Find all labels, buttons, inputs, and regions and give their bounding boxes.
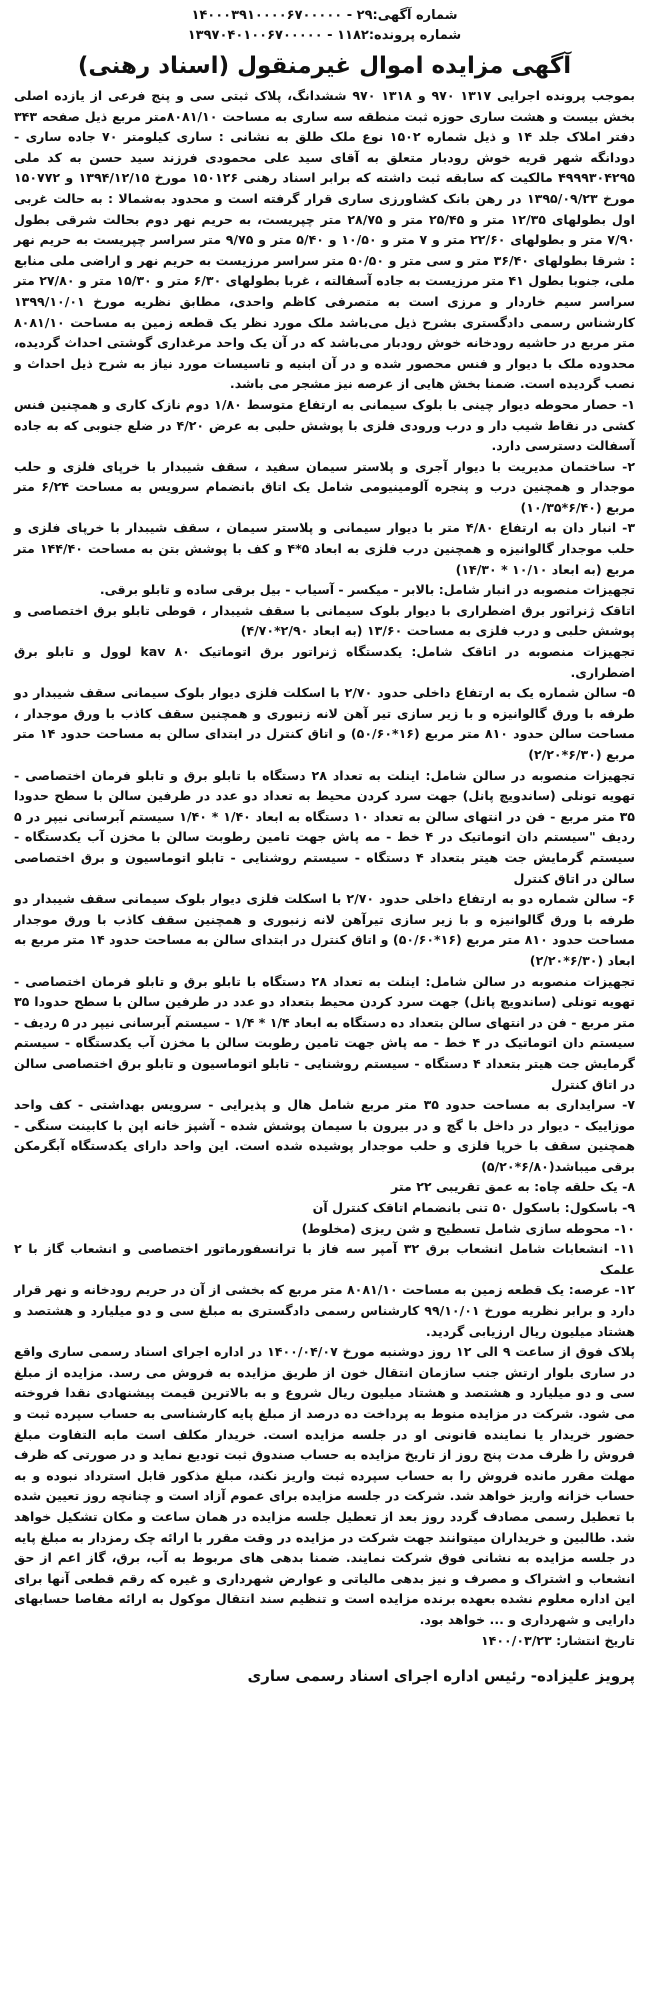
notice-number: شماره آگهی:۲۹ - ۱۴۰۰۰۳۹۱۰۰۰۰۶۷۰۰۰۰۰ [191,8,458,23]
item-11-utilities: ۱۱- انشعابات شامل انشعاب برق ۳۲ آمپر سه فاز با ترانسفورماتور اختصاصی و انشعاب گاز با ۲ علمک [14,1241,635,1277]
file-number: شماره پرونده:۱۱۸۲ - ۱۳۹۷۰۴۰۱۰۰۶۷۰۰۰۰۰ [187,28,462,43]
item-8-well: ۸- یک حلقه چاه: به عمق تقریبی ۲۲ متر [391,1179,635,1195]
warehouse-equipment: تجهیزات منصوبه در انبار شامل: بالابر - میکسر - آسیاب - بیل برقی ساده و تابلو برقی. [99,582,635,598]
notice-body [14,86,635,1651]
publication-date: تاریخ انتشار: ۱۴۰۰/۰۳/۲۳ [480,1632,635,1648]
item-7-caretaker: ۷- سرایداری به مساحت حدود ۳۵ متر مربع شامل هال و پذیرایی - سرویس بهداشتی - کف واحد موزاییک - دیوار در داخل با گچ و در بیرون با سیمان پوشش شده - آشپز خانه اپن با کابینت سنگی - همچنین سقف با خرپا فلزی و حلب موجدار پوشیده شده است. این واحد دارای یکدستگاه آبگرمکن برقی میباشد(۶/۸۰*۵/۲۰) [14,1097,635,1174]
generator-room: اتاقک ژنراتور برق اضطراری با دیوار بلوک سیمانی با سقف شیبدار ، قوطی تابلو برق اختصاصی و پوشش حلبی و درب فلزی به مساحت ۱۳/۶۰ (به ابعاد ۲/۹۰*۴/۷۰) [14,602,635,639]
item-10-yard: ۱۰- محوطه سازی شامل تسطیح و شن ریزی (مخلوط) [301,1220,635,1236]
auction-terms: پلاک فوق از ساعت ۹ الی ۱۲ روز دوشنبه مورخ ۱۴۰۰/۰۴/۰۷ در اداره اجرای اسناد رسمی ساری واقع در ساری بلوار ارتش جنب سازمان انتقال خون از طریق مزایده به فروش می رسد. مزایده از مبلغ سی و دو میلیارد و هشتصد و هشتاد میلیون ریال شروع و به بالاترین قیمت پیشنهادی نقدا فروخته می شود. شرکت در مزایده منوط به پرداخت ده درصد از مبلغ پایه کارشناسی به حساب سپرده ثبت و حضور خریدار یا نماینده قانونی او در جلسه مزایده است. خریدار مکلف است مابه التفاوت مبلغ فروش را ظرف مدت پنج روز از تاریخ مزایده به حساب صندوق ثبت تودیع نماید و در صورتی که ظرف مهلت مقرر مانده فروش را به حساب سپرده ثبت واریز نکند، مبلغ مذکور قابل استرداد نبوده و به حساب خزانه واریز خواهد شد. شرکت در جلسه مزایده برای عموم آزاد است و چنانچه روز تعیین شده با تعطیل رسمی مصادف گردد روز بعد از تعطیل جلسه مزایده در همان ساعت و مکان تشکیل خواهد شد. طالبین و خریداران میتوانند جهت شرکت در مزایده در وقت مقرر با ارائه چک رمزدار به مبلغ پایه در جلسه مزایده به نشانی فوق شرکت نمایند. ضمنا بدهی های مربوط به آب، برق، گاز اعم از حق انشعاب و اشتراک و مصرف و نیز بدهی مالیاتی و عوارض شهرداری و غیره که رقم قطعی آنها برای این اداره معلوم نشده بعهده برنده مزایده است و تنظیم سند انتقال موکول به ارائه مفاصا حسابهای دارایی و شهرداری و ... خواهد بود. [14,1344,635,1627]
signature: پرویز علیزاده- رئیس اداره اجرای اسناد رسمی ساری [247,1667,635,1686]
item-9-scale: ۹- باسکول: باسکول ۵۰ تنی بانضمام اتاقک کنترل آن [312,1200,635,1216]
generator-equipment: تجهیزات منصوبه در اتاقک شامل: یکدستگاه ژنراتور برق اتوماتیک kav ۸۰ لوول و تابلو برق اضطراری. [14,644,635,680]
intro-paragraph: بموجب پرونده اجرایی ۱۳۱۷ ۹۷۰ و ۱۳۱۸ ۹۷۰ ششدانگ، پلاک ثبتی سی و پنج فرعی از یازده اصلی بخش بیست و هشت ساری حوزه ثبت منطقه سه ساری به مساحت ۸۰۸۱/۱۰متر مربع ذیل صفحه ۳۴۳ دفتر املاک جلد ۱۴ و ذیل شماره ۱۵۰۲ نوع ملک طلق به نشانی : ساری کیلومتر ۷۰ جاده ساری - دودانگه شهر قریه خوش رودبار متعلق به آقای سید علی محمودی فرزند سید حسن به کد ملی ۴۹۹۹۳۰۴۲۹۵ مالکیت که سابقه ثبت داشته که برابر اسناد رهنی ۱۵۰۱۲۶ مورخ ۱۳۹۴/۱۲/۱۵ و ۱۵۰۷۷۲ مورخ ۱۳۹۵/۰۹/۲۳ در رهن بانک کشاورزی ساری قرار گرفته است و محدود به‌شمالا : به حالت غربی اول بطولهای ۱۲/۳۵ متر و ۲۵/۴۵ متر و ۲۸/۷۵ متر چپریست، به حریم نهر دوم بحالت شرقی بطول ۷/۹۰ متر و بطولهای ۲۲/۶۰ متر و ۷ متر و ۱۰/۵۰ و ۵/۴۰ متر و ۹/۷۵ متر سراسر چپریست به حریم نهر : شرقا بطولهای ۳۶/۴۰ متر و سی متر و ۵۰/۵۰ متر سراسر مرزیست به حریم نهر و اراضی ملی منابع ملی، جنوبا بطول ۴۱ متر مرزیست به جاده آسفالته ، غربا بطولهای ۶/۳۰ متر و ۱۵/۳۰ متر و ۲۷/۸۰ متر سراسر سیم خاردار و مرزی است به متصرفی کاظم واحدی، مطابق نظریه مورخ ۱۳۹۹/۱۰/۰۱ کارشناس رسمی دادگستری بشرح ذیل می‌باشد ملک مورد نظر یک قطعه زمین به مساحت ۸۰۸۱/۱۰ متر مربع در حاشیه رودخانه خوش رودبار می‌باشد که در آن یک واحد مرغداری گوشتی احداث گردیده، محدوده ملک با دیوار و فنس محصور شده و در آن ابنیه و تاسیسات مورد نیاز به شرح ذیل احداث و نصب گردیده است. ضمنا بخش هایی از عرصه نیز مشجر می باشد. [14,88,636,392]
item-5-hall-one: ۵- سالن شماره یک به ارتفاع داخلی حدود ۲/۷۰ با اسکلت فلزی دیوار بلوک سیمانی سقف شیبدار دو طرفه با ورق گالوانیزه و با زیر سازی تیر آهن لانه زنبوری و همچنین سقف کاذب با ورق موجدار ، مساحت سالن حدود ۸۱۰ متر مربع (۱۶*۵۰/۶۰) و اتاق کنترل در ابتدای سالن به مساحت حدود ۱۴ متر مربع (۶/۳۰*۲/۲۰) [14,685,635,762]
item-3-feed-warehouse: ۳- انبار دان به ارتفاع ۴/۸۰ متر با دیوار سیمانی و پلاستر سیمان ، سقف شیبدار با خرپای فلزی و حلب موجدار گالوانیزه و همچنین درب فلزی به ابعاد ۵*۴ و کف با پوشش بتن به مساحت ۱۴۴/۴۰ متر مربع (به ابعاد ۱۰/۱۰ * ۱۴/۳۰) [14,520,635,577]
item-2-management-building: ۲- ساختمان مدیریت با دیوار آجری و پلاستر سیمان سفید ، سقف شیبدار با خرپای فلزی و حلب موجدار و همچنین درب و پنجره آلومینیومی شامل یک اتاق بانضمام سرویس به مساحت ۶/۲۴ متر مربع (۶/۴۰*۱۰/۳۵) [14,458,635,515]
item-12-land: ۱۲- عرصه: یک قطعه زمین به مساحت ۸۰۸۱/۱۰ متر مربع که بخشی از آن در حریم رودخانه و نهر قرار دارد و برابر نظریه مورخ ۹۹/۱۰/۰۱ کارشناس رسمی دادگستری به مبلغ سی و دو میلیارد و هشتصد و هشتاد میلیون ریال ارزیابی گردید. [14,1282,636,1339]
item-1-fence: ۱- حصار محوطه دیوار چینی با بلوک سیمانی به ارتفاع متوسط ۱/۸۰ دوم نازک کاری و همچنین فنس کشی در نقاط شیب دار و درب ورودی فلزی با پوشش حلبی به عرض ۴/۲۰ در ضلع جنوبی که به جاده آسفالت دسترسی دارد. [14,396,636,454]
hall-two-equipment: تجهیزات منصوبه در سالن شامل: اینلت به تعداد ۲۸ دستگاه با تابلو برق و تابلو فرمان اختصاصی - تهویه تونلی (ساندویچ پانل) جهت سرد کردن محیط بتعداد دو عدد در طرفین سالن با سطح حدودا ۳۵ متر مربع - فن در انتهای سالن بتعداد ده دستگاه به ابعاد ۱/۴ * ۱/۴ - سیستم آبرسانی نیپر در ۵ ردیف - سیستم دان اتوماتیک در ۴ خط - مه پاش جهت تامین رطوبت سالن با مخزن آب یکدستگاه - سیستم گرمایش جت هیتر بتعداد ۴ دستگاه - سیستم روشنایی - تابلو اتوماسیون و تابلو برق اختصاصی سالن در اتاق کنترل [14,973,636,1092]
item-6-hall-two: ۶- سالن شماره دو به ارتفاع داخلی حدود ۲/۷۰ با اسکلت فلزی دیوار بلوک سیمانی سقف شیبدار دو طرفه با ورق گالوانیزه و با زیر سازی تیرآهن لانه زنبوری و همچنین سقف کاذب با ورق موجدار مساحت حدود ۸۱۰ متر مربع (۱۶*۵۰/۶۰) و اتاق کنترل در ابتدای سالن به مساحت حدود ۱۴ متر مربع به ابعاد (۶/۳۰*۲/۲۰) [14,891,635,968]
hall-one-equipment: تجهیزات منصوبه در سالن شامل: اینلت به تعداد ۲۸ دستگاه با تابلو برق و تابلو فرمان اختصاصی - تهویه تونلی (ساندویچ پانل) جهت سرد کردن محیط به تعداد دو عدد در طرفین سالن با سطح حدودا ۳۵ متر مربع - فن در انتهای سالن به تعداد ۱۰ دستگاه به ابعاد ۱/۴۰ * ۱/۴۰ سیستم آبرسانی نیپر در ۵ ردیف "سیستم دان اتوماتیک در ۴ خط - مه پاش جهت تامین رطوبت سالن با مخزن آب یکدستگاه - سیستم گرمایش جت هیتر بتعداد ۴ دستگاه - سیستم روشنایی - تابلو اتوماسیون و برق اختصاصی سالن در اتاق کنترل [14,767,636,886]
notice-title: آگهی مزایده اموال غیرمنقول (اسناد رهنی) [77,53,572,79]
